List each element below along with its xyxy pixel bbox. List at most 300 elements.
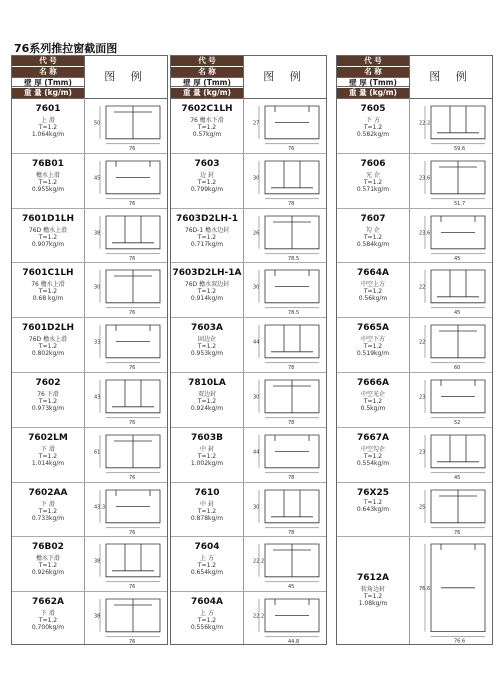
dimension-line bbox=[425, 106, 485, 144]
dimension-height: 43.3 bbox=[94, 503, 106, 510]
profile-weight: 0.955kg/m bbox=[31, 185, 65, 193]
section-profile bbox=[265, 270, 319, 303]
dimension-width: 78.5 bbox=[288, 255, 300, 261]
header-code: 代 号 bbox=[171, 56, 243, 66]
profile-code: 7603D2LH-1A bbox=[172, 268, 242, 279]
section-drawing bbox=[88, 429, 166, 480]
profile-row bbox=[12, 153, 167, 209]
dimension-width: 76 bbox=[129, 310, 136, 316]
profile-row bbox=[171, 427, 326, 483]
section-profile bbox=[265, 435, 319, 468]
profile-info bbox=[337, 427, 409, 482]
profile-weight: 0.973kg/m bbox=[31, 405, 65, 412]
dimension-height: 27 bbox=[253, 120, 260, 127]
header-weight: 重 量 (kg/m) bbox=[337, 88, 409, 98]
section-drawing bbox=[413, 100, 491, 151]
section-profile bbox=[265, 380, 319, 413]
section-profile bbox=[265, 216, 319, 249]
dimension-width: 78 bbox=[288, 474, 295, 480]
profile-weight: 1.014kg/m bbox=[31, 459, 65, 467]
dimension-line bbox=[425, 544, 485, 637]
dimension-width: 76 bbox=[129, 145, 136, 151]
section-drawing bbox=[247, 264, 325, 315]
dimension-height: 25 bbox=[419, 503, 426, 510]
profile-info bbox=[171, 153, 243, 208]
profile-code: 76B02 bbox=[32, 542, 64, 553]
header-code: 代 号 bbox=[337, 56, 409, 66]
profile-name: 中空下方 bbox=[360, 336, 385, 344]
section-drawing bbox=[413, 319, 491, 370]
section-drawing bbox=[247, 429, 325, 480]
dimension-line bbox=[425, 270, 485, 308]
profile-thickness: T=1.2 bbox=[197, 288, 217, 296]
header-weight: 重 量 (kg/m) bbox=[171, 88, 243, 98]
header-name: 名 称 bbox=[12, 67, 84, 77]
section-drawing bbox=[413, 155, 491, 206]
profile-info bbox=[337, 536, 409, 646]
column-header bbox=[337, 56, 492, 99]
profile-code: 7607 bbox=[360, 213, 386, 224]
dimension-height: 43 bbox=[94, 394, 101, 401]
profile-thickness: T=1.2 bbox=[38, 124, 58, 131]
dimension-width: 76.6 bbox=[454, 638, 466, 644]
profile-name: 76D-1 檐水边封 bbox=[184, 226, 230, 234]
profile-thickness: T=1.2 bbox=[38, 507, 58, 515]
profile-info bbox=[337, 153, 409, 208]
dimension-height: 50 bbox=[94, 120, 101, 127]
dimension-width: 51.7 bbox=[454, 200, 466, 206]
profile-row bbox=[171, 591, 326, 646]
profile-info bbox=[337, 98, 409, 153]
profile-code: 7604A bbox=[190, 597, 223, 608]
profile-row bbox=[12, 427, 167, 483]
profile-info bbox=[12, 372, 84, 427]
profile-thickness: T=1.2 bbox=[197, 398, 217, 405]
dimension-width: 78 bbox=[288, 364, 295, 370]
dimension-width: 76 bbox=[129, 638, 136, 644]
profile-thickness: T=1.2 bbox=[197, 562, 217, 570]
section-drawing bbox=[247, 374, 325, 425]
section-drawing bbox=[247, 538, 325, 589]
dimension-line bbox=[425, 435, 485, 473]
profile-weight: 1.002kg/m bbox=[190, 459, 224, 467]
profile-thickness: T=1.2 bbox=[363, 452, 383, 460]
profile-thickness: T=1.2 bbox=[363, 593, 383, 601]
profile-code: 7662A bbox=[31, 597, 64, 608]
profile-info bbox=[12, 482, 84, 537]
profile-weight: 0.700kg/m bbox=[31, 624, 65, 632]
section-drawing bbox=[247, 319, 325, 370]
section-drawing bbox=[413, 538, 491, 644]
profile-code: 7602C1LH bbox=[181, 104, 233, 114]
profile-thickness: T=1.2 bbox=[197, 233, 217, 241]
profile-name: 76 下滑 bbox=[37, 391, 59, 398]
profile-thickness: T=1.2 bbox=[197, 343, 217, 351]
dimension-height: 44 bbox=[253, 449, 260, 456]
dimension-height: 22.2 bbox=[253, 613, 265, 620]
profile-info bbox=[12, 98, 84, 153]
profile-name: 76 檐水下滑 bbox=[190, 117, 224, 124]
section-profile bbox=[431, 490, 485, 523]
profile-weight: 0.643kg/m bbox=[356, 505, 390, 513]
dimension-width: 45 bbox=[454, 310, 461, 316]
profile-row bbox=[337, 536, 492, 646]
profile-name: 檐水下滑 bbox=[35, 555, 60, 563]
profile-name: 下 滑 bbox=[41, 610, 55, 618]
profile-row bbox=[337, 153, 492, 209]
profile-name: 转角边封 bbox=[360, 586, 385, 594]
profile-row bbox=[171, 98, 326, 154]
profile-code: 7603A bbox=[190, 323, 223, 334]
dimension-width: 76 bbox=[129, 529, 136, 535]
profile-name: 光 企 bbox=[366, 171, 380, 179]
profile-thickness: T=1.2 bbox=[363, 498, 383, 506]
profile-name: 下 滑 bbox=[41, 500, 55, 508]
profile-weight: 0.571kg/m bbox=[356, 185, 390, 193]
dimension-width: 45 bbox=[454, 474, 461, 480]
profile-row bbox=[337, 427, 492, 483]
profile-thickness: T=1.2 bbox=[197, 124, 217, 131]
section-profile bbox=[106, 106, 160, 139]
profile-weight: 0.953kg/m bbox=[190, 350, 224, 358]
profile-name: 76 檐水上滑 bbox=[31, 281, 65, 289]
section-drawing bbox=[88, 155, 166, 206]
dimension-height: 38 bbox=[94, 613, 101, 620]
profile-name: 76D 檐水上滑 bbox=[28, 226, 68, 234]
profile-code: 7602LM bbox=[28, 432, 68, 443]
profile-info bbox=[12, 536, 84, 591]
profile-row bbox=[12, 262, 167, 318]
section-drawing bbox=[88, 319, 166, 370]
dimension-height: 22.2 bbox=[419, 120, 431, 127]
section-profile bbox=[431, 544, 485, 632]
dimension-height: 76.6 bbox=[419, 586, 431, 593]
dimension-width: 76 bbox=[454, 529, 461, 535]
profile-code: 7603 bbox=[194, 158, 220, 169]
profile-weight: 0.914kg/m bbox=[190, 295, 224, 303]
profile-weight: 0.556kg/m bbox=[190, 624, 224, 632]
section-drawing bbox=[88, 210, 166, 261]
profile-name: 边 封 bbox=[200, 171, 214, 179]
profile-name: 中 封 bbox=[200, 500, 214, 508]
profile-info bbox=[171, 536, 243, 591]
section-drawing bbox=[247, 593, 325, 644]
profile-thickness: T=1.2 bbox=[197, 452, 217, 460]
section-drawing bbox=[247, 155, 325, 206]
profile-code: 7603D2LH-1 bbox=[175, 213, 239, 224]
dimension-line bbox=[259, 270, 319, 308]
dimension-height: 44 bbox=[253, 339, 260, 346]
dimension-width: 78 bbox=[288, 419, 295, 425]
dimension-line bbox=[259, 435, 319, 473]
dimension-height: 22 bbox=[419, 284, 426, 291]
profile-weight: 0.878kg/m bbox=[190, 514, 224, 522]
section-profile bbox=[265, 599, 319, 632]
profile-info bbox=[12, 208, 84, 263]
dimension-height: 22 bbox=[419, 339, 426, 346]
profile-name: 中空上方 bbox=[360, 281, 385, 289]
dimension-width: 59.6 bbox=[454, 145, 466, 151]
profile-code: 7604 bbox=[194, 542, 220, 553]
header-thickness: 壁 厚 (Tmm) bbox=[171, 77, 243, 87]
profile-row bbox=[171, 262, 326, 318]
dimension-line bbox=[100, 216, 160, 254]
profile-thickness: T=1.2 bbox=[363, 233, 383, 241]
profile-weight: 0.582kg/m bbox=[356, 131, 390, 138]
dimension-width: 76 bbox=[129, 474, 136, 480]
section-profile bbox=[106, 325, 160, 358]
profile-row bbox=[171, 372, 326, 428]
profile-weight: 0.654kg/m bbox=[190, 569, 224, 577]
column-header bbox=[12, 56, 167, 99]
profile-row bbox=[337, 372, 492, 428]
section-profile bbox=[265, 325, 319, 358]
dimension-width: 76 bbox=[129, 419, 136, 425]
profile-weight: 0.924kg/m bbox=[190, 405, 224, 412]
profile-code: 7610 bbox=[194, 487, 220, 498]
profile-code: 7665A bbox=[356, 323, 389, 334]
profile-row bbox=[337, 482, 492, 538]
profile-name: 檐水上滑 bbox=[35, 171, 60, 179]
profile-name: 上 滑 bbox=[41, 117, 55, 124]
section-drawing bbox=[413, 264, 491, 315]
profile-name: 中 封 bbox=[200, 445, 214, 453]
profile-row bbox=[12, 98, 167, 154]
section-profile bbox=[431, 325, 485, 358]
section-profile bbox=[431, 380, 485, 413]
profile-info bbox=[171, 262, 243, 317]
profile-row bbox=[171, 482, 326, 538]
profile-info bbox=[337, 262, 409, 317]
profile-code: 7602 bbox=[35, 378, 61, 388]
dimension-height: 45 bbox=[94, 175, 101, 182]
section-profile bbox=[106, 216, 160, 249]
profile-info bbox=[171, 317, 243, 372]
profile-weight: 0.717kg/m bbox=[190, 240, 224, 248]
dimension-line bbox=[259, 490, 319, 528]
profile-thickness: T=1.2 bbox=[38, 343, 58, 351]
section-profile bbox=[265, 161, 319, 194]
column-2 bbox=[170, 55, 327, 645]
profile-row bbox=[12, 317, 167, 373]
profile-weight: 0.68 kg/m bbox=[32, 295, 64, 303]
profile-code: 7810LA bbox=[188, 378, 226, 388]
dimension-height: 33 bbox=[94, 339, 101, 346]
section-drawing bbox=[88, 593, 166, 644]
profile-info bbox=[12, 591, 84, 646]
section-profile bbox=[106, 380, 160, 413]
section-drawing bbox=[88, 264, 166, 315]
profile-code: 7601 bbox=[35, 104, 61, 114]
profile-thickness: T=1.2 bbox=[38, 617, 58, 625]
header-figure: 图 例 bbox=[409, 56, 492, 98]
section-profile bbox=[106, 161, 160, 194]
profile-name: 76D 檐水上滑 bbox=[28, 336, 68, 344]
profile-weight: 0.519kg/m bbox=[356, 350, 390, 358]
profile-code: 7603B bbox=[191, 432, 223, 443]
profile-info bbox=[337, 208, 409, 263]
header-figure: 图 例 bbox=[243, 56, 326, 98]
dimension-line bbox=[425, 216, 485, 254]
dimension-height: 30 bbox=[94, 284, 101, 291]
profile-row bbox=[171, 153, 326, 209]
profile-thickness: T=1.2 bbox=[363, 288, 383, 296]
profile-code: 7666A bbox=[356, 378, 389, 388]
dimension-width: 78 bbox=[288, 529, 295, 535]
dimension-height: 22.2 bbox=[253, 558, 265, 565]
dimension-height: 38 bbox=[94, 558, 101, 565]
dimension-line bbox=[100, 161, 160, 199]
dimension-height: 30 bbox=[253, 284, 260, 291]
section-profile bbox=[431, 216, 485, 249]
section-profile bbox=[265, 544, 319, 577]
dimension-width: 78.5 bbox=[288, 310, 300, 316]
profile-row bbox=[171, 536, 326, 592]
header-name: 名 称 bbox=[171, 67, 243, 77]
profile-code: 7664A bbox=[356, 268, 389, 279]
header-thickness: 壁 厚 (Tmm) bbox=[337, 77, 409, 87]
dimension-height: 30 bbox=[253, 394, 260, 401]
profile-code: 7667A bbox=[356, 432, 389, 443]
profile-code: 7612A bbox=[356, 573, 389, 584]
dimension-height: 26 bbox=[253, 229, 260, 236]
profile-info bbox=[171, 591, 243, 646]
profile-thickness: T=1.2 bbox=[363, 124, 383, 131]
dimension-width: 78 bbox=[288, 200, 295, 206]
profile-weight: 0.56kg/m bbox=[358, 295, 388, 303]
profile-code: 7605 bbox=[360, 104, 386, 114]
section-drawing bbox=[413, 429, 491, 480]
header-name: 名 称 bbox=[337, 67, 409, 77]
dimension-line bbox=[259, 325, 319, 363]
dimension-height: 23.6 bbox=[419, 229, 431, 236]
dimension-width: 76 bbox=[129, 200, 136, 206]
profile-weight: 1.064kg/m bbox=[31, 131, 65, 138]
dimension-width: 45 bbox=[288, 584, 295, 590]
profile-code: 76X25 bbox=[357, 487, 389, 498]
profile-thickness: T=1.2 bbox=[38, 233, 58, 241]
profile-weight: 0.554kg/m bbox=[356, 459, 390, 467]
section-profile bbox=[106, 599, 160, 632]
profile-name: 勾 企 bbox=[366, 226, 380, 234]
profile-thickness: T=1.2 bbox=[363, 343, 383, 351]
profile-thickness: T=1.2 bbox=[197, 178, 217, 186]
profile-name: 双边封 bbox=[197, 391, 216, 398]
profile-row bbox=[12, 208, 167, 264]
dimension-line bbox=[100, 490, 160, 528]
profile-code: 7601D2LH bbox=[21, 323, 75, 334]
profile-thickness: T=1.2 bbox=[363, 398, 383, 405]
profile-thickness: T=1.2 bbox=[38, 288, 58, 296]
profile-weight: 0.733kg/m bbox=[31, 514, 65, 522]
profile-code: 76B01 bbox=[32, 158, 64, 169]
section-profile bbox=[431, 270, 485, 303]
profile-name: 中空勾企 bbox=[360, 445, 385, 453]
profile-code: 7601D1LH bbox=[21, 213, 75, 224]
profile-row bbox=[171, 317, 326, 373]
profile-thickness: T=1.2 bbox=[363, 178, 383, 186]
profile-info bbox=[171, 482, 243, 537]
dimension-width: 76 bbox=[129, 255, 136, 261]
profile-info bbox=[12, 427, 84, 482]
header-weight: 重 量 (kg/m) bbox=[12, 88, 84, 98]
profile-code: 7602AA bbox=[28, 487, 68, 498]
dimension-width: 45 bbox=[454, 255, 461, 261]
profile-weight: 0.57kg/m bbox=[192, 131, 222, 138]
dimension-height: 38 bbox=[94, 229, 101, 236]
profile-info bbox=[171, 98, 243, 153]
profile-weight: 0.799kg/m bbox=[190, 185, 224, 193]
profile-name: 固边企 bbox=[197, 336, 216, 344]
profile-name: 下 滑 bbox=[41, 445, 55, 453]
dimension-height: 23 bbox=[419, 394, 426, 401]
profile-weight: 0.584kg/m bbox=[356, 240, 390, 248]
profile-row bbox=[12, 482, 167, 538]
profile-info bbox=[171, 427, 243, 482]
header-code: 代 号 bbox=[12, 56, 84, 66]
section-profile bbox=[265, 490, 319, 523]
dimension-width: 52 bbox=[454, 419, 461, 425]
section-drawing bbox=[413, 374, 491, 425]
profile-row bbox=[171, 208, 326, 264]
profile-row bbox=[337, 208, 492, 264]
section-drawing bbox=[413, 484, 491, 535]
profile-row bbox=[337, 98, 492, 154]
dimension-line bbox=[259, 106, 319, 144]
dimension-line bbox=[100, 380, 160, 418]
dimension-line bbox=[100, 544, 160, 582]
profile-info bbox=[12, 262, 84, 317]
section-drawing bbox=[247, 210, 325, 261]
section-drawing bbox=[88, 538, 166, 589]
page-title: 76系列推拉窗截面图 bbox=[14, 42, 118, 55]
section-profile bbox=[265, 106, 319, 139]
profile-row bbox=[12, 591, 167, 646]
section-drawing bbox=[247, 100, 325, 151]
profile-row bbox=[337, 317, 492, 373]
dimension-width: 76 bbox=[129, 364, 136, 370]
profile-weight: 0.926kg/m bbox=[31, 569, 65, 577]
section-profile bbox=[106, 270, 160, 303]
header-thickness: 壁 厚 (Tmm) bbox=[12, 77, 84, 87]
dimension-width: 44.8 bbox=[288, 638, 300, 644]
dimension-height: 61 bbox=[94, 449, 101, 456]
column-header bbox=[171, 56, 326, 99]
profile-code: 7606 bbox=[360, 158, 386, 169]
dimension-line bbox=[425, 380, 485, 418]
profile-weight: 0.5kg/m bbox=[360, 405, 386, 412]
profile-thickness: T=1.2 bbox=[197, 617, 217, 625]
dimension-height: 30 bbox=[253, 503, 260, 510]
section-drawing bbox=[88, 374, 166, 425]
profile-name: 中空光企 bbox=[360, 391, 385, 398]
section-profile bbox=[106, 544, 160, 577]
profile-info bbox=[337, 482, 409, 537]
column-1 bbox=[11, 55, 168, 645]
profile-thickness: T=1.2 bbox=[38, 178, 58, 186]
profile-info bbox=[171, 372, 243, 427]
dimension-width: 76 bbox=[129, 584, 136, 590]
profile-name: 上 方 bbox=[200, 555, 214, 563]
profile-row bbox=[12, 372, 167, 428]
section-profile bbox=[431, 161, 485, 194]
profile-thickness: T=1.2 bbox=[38, 452, 58, 460]
dimension-line bbox=[259, 599, 319, 637]
profile-info bbox=[337, 372, 409, 427]
dimension-line bbox=[100, 325, 160, 363]
profile-code: 7601C1LH bbox=[22, 268, 74, 279]
section-drawing bbox=[88, 100, 166, 151]
